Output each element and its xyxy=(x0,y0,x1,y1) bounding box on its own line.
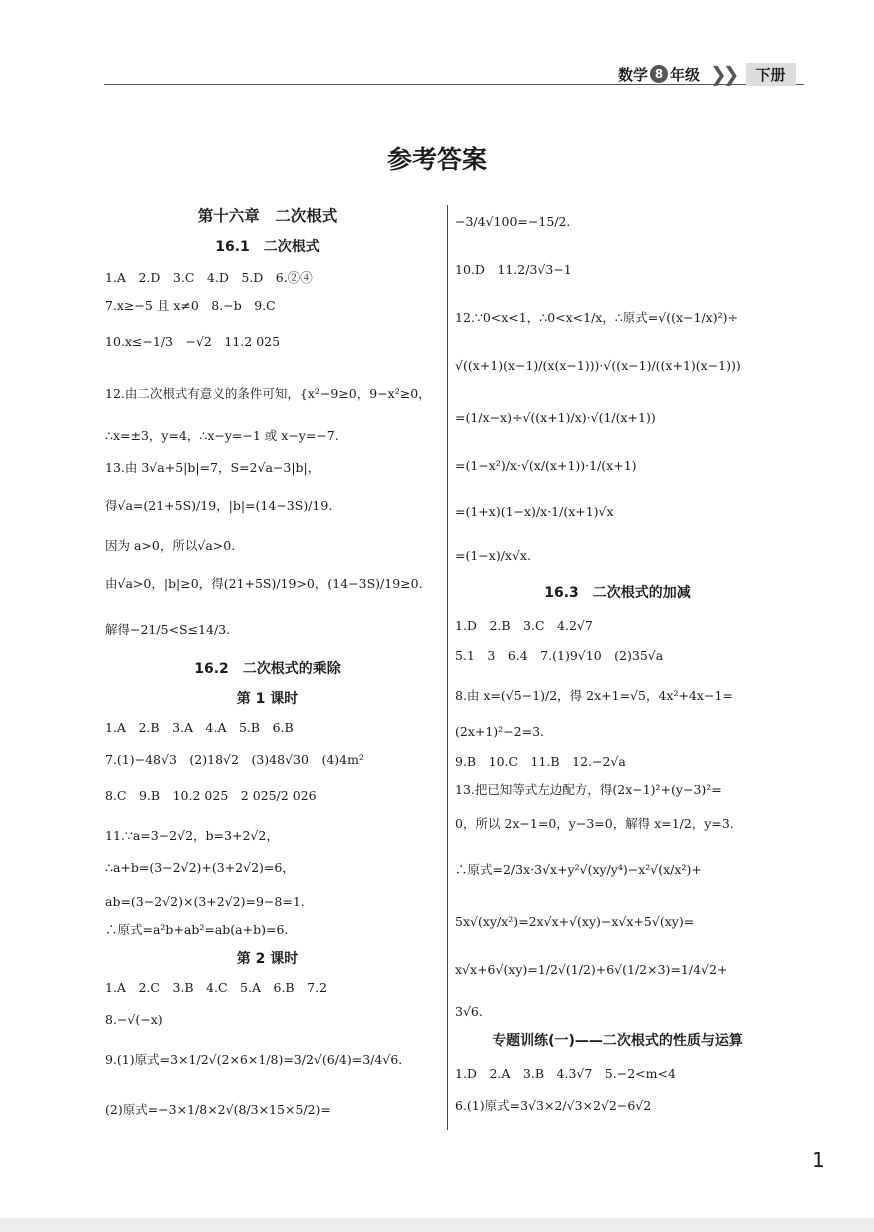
answer-line: ∴原式=a²b+ab²=ab(a+b)=6. xyxy=(105,922,289,937)
answer-line: 8.由 x=(√5−1)/2，得 2x+1=√5，4x²+4x−1= xyxy=(455,688,733,703)
answer-line: =(1−x²)/x·√(x/(x+1))·1/(x+1) xyxy=(455,458,637,473)
section-heading: 16.1 二次根式 xyxy=(215,239,320,255)
answer-line: 6.(1)原式=3√3×2/√3×2√2−6√2 xyxy=(455,1098,652,1113)
answer-line: 12.∵0<x<1，∴0<x<1/x，∴原式=√((x−1/x)²)÷ xyxy=(455,310,738,325)
answer-line: 1.D 2.B 3.C 4.2√7 xyxy=(455,618,593,633)
answer-line: =(1−x)/x√x. xyxy=(455,548,531,563)
answer-line: 9.B 10.C 11.B 12.−2√a xyxy=(455,754,626,769)
page-title: 参考答案 xyxy=(386,145,487,174)
answer-line: 8.−√(−x) xyxy=(105,1012,163,1027)
grade-suffix: 年级 xyxy=(670,65,701,84)
answer-line: ∴x=±3，y=4，∴x−y=−1 或 x−y=−7. xyxy=(105,428,339,443)
subject-label: 数学 xyxy=(618,65,649,84)
column-divider xyxy=(447,205,448,1130)
answer-line: 5x√(xy/x²)=2x√x+√(xy)−x√x+5√(xy)= xyxy=(455,914,695,929)
answer-line: 1.A 2.B 3.A 4.A 5.B 6.B xyxy=(105,720,294,735)
answer-line: −3/4√100=−15/2. xyxy=(455,214,571,229)
answer-line: 13.由 3√a+5|b|=7，S=2√a−3|b|， xyxy=(105,460,321,475)
footer-bar xyxy=(0,1218,874,1232)
answer-line: 10.x≤−1/3 −√2 11.2 025 xyxy=(105,334,281,349)
section-heading: 16.3 二次根式的加减 xyxy=(544,585,691,601)
answer-line: 3√6. xyxy=(455,1004,483,1019)
answer-line: 1.A 2.C 3.B 4.C 5.A 6.B 7.2 xyxy=(105,980,327,995)
answer-line: =(1+x)(1−x)/x·1/(x+1)√x xyxy=(455,504,614,519)
answer-line: 8.C 9.B 10.2 025 2 025/2 026 xyxy=(105,788,317,803)
answer-line: 11.∵a=3−2√2，b=3+2√2， xyxy=(105,828,279,843)
answer-line: x√x+6√(xy)=1/2√(1/2)+6√(1/2×3)=1/4√2+ xyxy=(455,962,728,977)
answer-line: ∴原式=2/3x·3√x+y²√(xy/y⁴)−x²√(x/x²)+ xyxy=(455,862,702,877)
answer-line: 得√a=(21+5S)/19，|b|=(14−3S)/19. xyxy=(105,498,333,513)
section-heading: 16.2 二次根式的乘除 xyxy=(194,661,341,677)
answer-line: 由√a>0，|b|≥0，得(21+5S)/19>0，(14−3S)/19≥0. xyxy=(105,576,423,591)
answer-line: 解得−21/5<S≤14/3. xyxy=(105,622,231,637)
answer-line: 0，所以 2x−1=0，y−3=0，解得 x=1/2，y=3. xyxy=(455,816,734,831)
header-label xyxy=(618,62,796,86)
section-heading: 专题训练(一)——二次根式的性质与运算 xyxy=(492,1033,743,1049)
answer-line: 因为 a>0，所以√a>0. xyxy=(105,538,236,553)
answer-line: 5.1 3 6.4 7.(1)9√10 (2)35√a xyxy=(455,648,664,663)
answer-line: 7.(1)−48√3 (2)18√2 (3)48√30 (4)4m² xyxy=(105,752,364,767)
answer-line: 7.x≥−5 且 x≠0 8.−b 9.C xyxy=(105,298,276,313)
answer-line: 12.由二次根式有意义的条件可知，{x²−9≥0，9−x²≥0， xyxy=(105,386,431,401)
answer-line: 1.D 2.A 3.B 4.3√7 5.−2<m<4 xyxy=(455,1066,676,1081)
answer-line: ab=(3−2√2)×(3+2√2)=9−8=1. xyxy=(105,894,305,909)
answer-line: =(1/x−x)÷√((x+1)/x)·√(1/(x+1)) xyxy=(455,410,656,425)
answer-line: 9.(1)原式=3×1/2√(2×6×1/8)=3/2√(6/4)=3/4√6. xyxy=(105,1052,403,1067)
answer-line: (2x+1)²−2=3. xyxy=(455,724,545,739)
volume-label: 下册 xyxy=(746,63,796,86)
section-heading: 第 2 课时 xyxy=(236,951,299,967)
section-heading: 第 1 课时 xyxy=(236,691,299,707)
answer-line: (2)原式=−3×1/8×2√(8/3×15×5/2)= xyxy=(105,1102,331,1117)
grade-badge: 8 xyxy=(650,65,668,83)
page-number: 1 xyxy=(812,1148,825,1172)
answer-line: ∴a+b=(3−2√2)+(3+2√2)=6， xyxy=(105,860,295,875)
answer-line: 1.A 2.D 3.C 4.D 5.D 6.②④ xyxy=(105,270,313,285)
answer-line: √((x+1)(x−1)/(x(x−1)))·√((x−1)/((x+1)(x−1))) xyxy=(455,358,741,373)
answer-line: 10.D 11.2/3√3−1 xyxy=(455,262,572,277)
section-heading: 第十六章 二次根式 xyxy=(197,207,338,225)
double-chevron-icon: ❯❯ xyxy=(710,62,736,86)
answer-line: 13.把已知等式左边配方，得(2x−1)²+(y−3)²= xyxy=(455,782,722,797)
